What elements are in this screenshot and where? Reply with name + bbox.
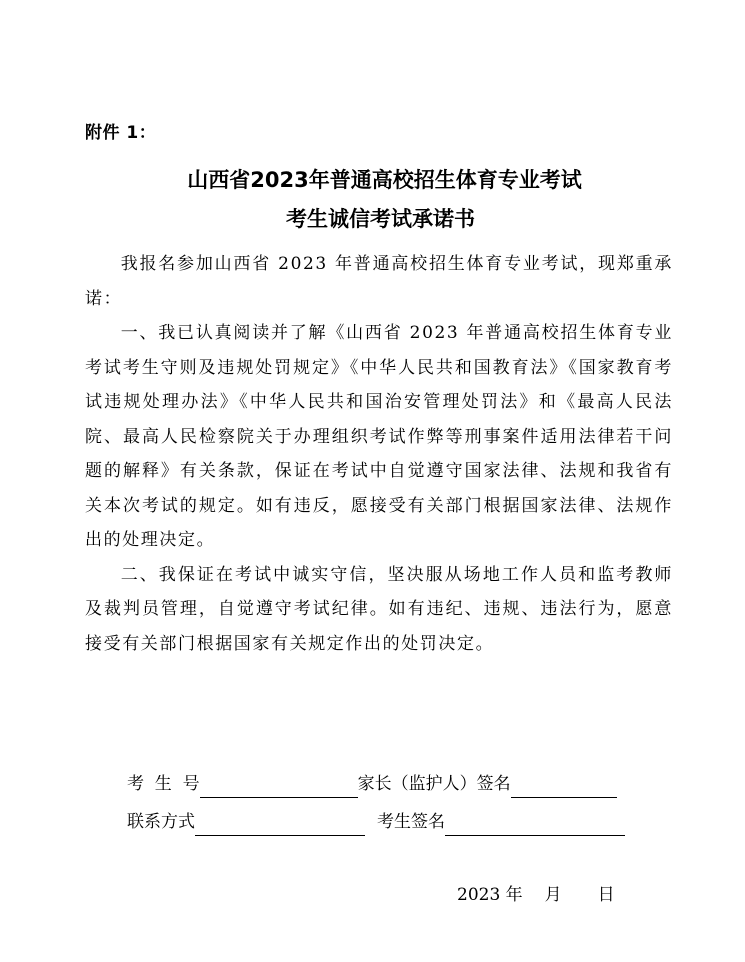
parent-signature-label: 家长（监护人）签名	[357, 774, 511, 794]
student-signature-blank	[445, 817, 625, 836]
commitment-body	[85, 247, 673, 661]
student-signature-label: 考生签名	[377, 812, 445, 832]
document-subtitle: 考生诚信考试承诺书	[286, 207, 475, 231]
signature-row-2	[127, 808, 625, 836]
attachment-label: 附件 1：	[85, 123, 157, 143]
date-line	[457, 881, 615, 909]
contact-blank	[195, 817, 365, 836]
date-month: 月	[544, 885, 562, 905]
commitment-paragraph-2: 二、我保证在考试中诚实守信，坚决服从场地工作人员和监考教师及裁判员管理，自觉遵守考试纪律。如有违纪、违规、违法行为，愿意接受有关部门根据国家有关规定作出的处罚决定。	[85, 564, 673, 654]
parent-signature-blank	[511, 779, 617, 798]
date-day: 日	[597, 885, 615, 905]
signature-row-1	[127, 770, 617, 798]
document-title: 山西省2023年普通高校招生体育专业考试	[187, 168, 582, 192]
intro-paragraph: 我报名参加山西省 2023 年普通高校招生体育专业考试，现郑重承诺：	[85, 254, 673, 309]
date-year: 2023 年	[457, 885, 523, 905]
exam-number-label: 考 生 号	[127, 774, 200, 794]
exam-number-blank	[200, 779, 358, 798]
contact-label: 联系方式	[127, 812, 195, 832]
commitment-paragraph-1: 一、我已认真阅读并了解《山西省 2023 年普通高校招生体育专业考试考生守则及违规处罚规定》《中华人民共和国教育法》《国家教育考试违规处理办法》《中华人民共和国治安管理处罚法》和《最高人民法院、最高人民检察院关于办理组织考试作弊等刑事案件适用法律若干问题的解释》有关条款，保证在考试中自觉遵守国家法律、法规和我省有关本次考试的规定。如有违反，愿接受有关部门根据国家法律、法规作出的处理决定。	[85, 323, 673, 550]
